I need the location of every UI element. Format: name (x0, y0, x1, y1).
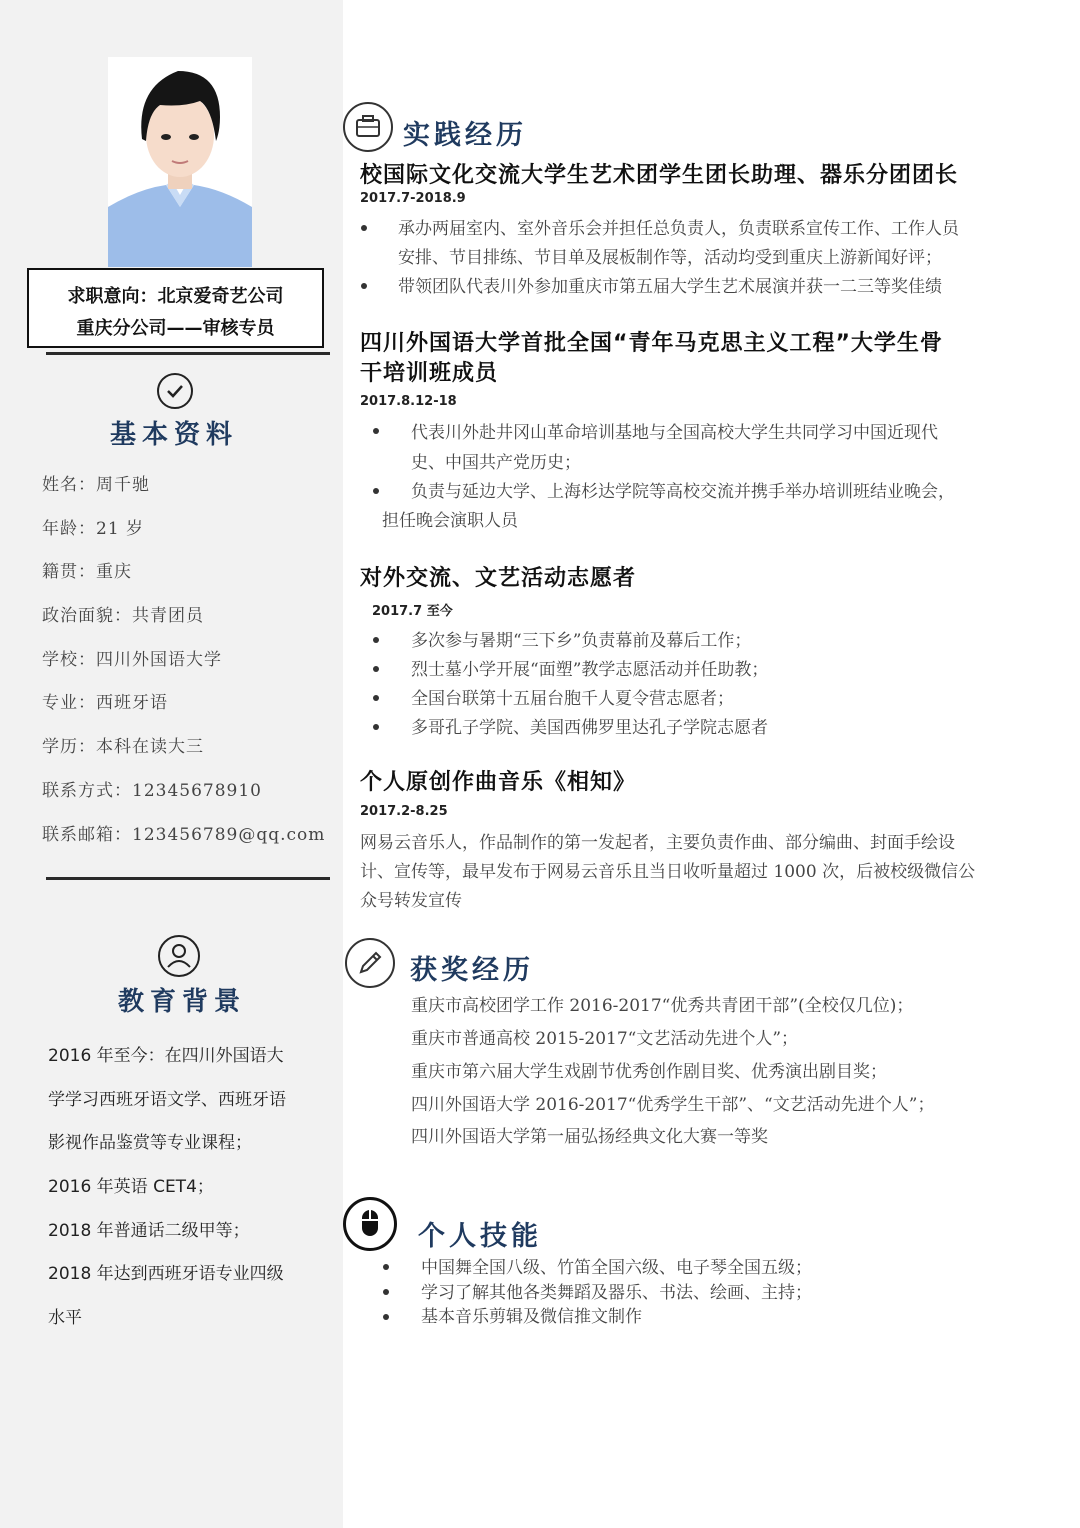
entry-date: 2017.8.12-18 (360, 394, 457, 409)
info-hometown: 籍贯：重庆 (42, 562, 132, 582)
entry-title: 干培训班成员 (360, 361, 499, 386)
check-circle-icon (157, 373, 193, 409)
education-line: 2016 年英语 CET4； (48, 1177, 214, 1197)
entry-title: 校国际文化交流大学生艺术团学生团长助理、器乐分团团长 (360, 163, 959, 188)
award-item: 四川外国语大学 2016-2017“优秀学生干部”、“文艺活动先进个人”； (411, 1095, 935, 1115)
bullet-dot (383, 1289, 389, 1295)
bullet-dot (361, 225, 367, 231)
entry-bullet: 担任晚会演职人员 (382, 511, 518, 531)
skill-item: 基本音乐剪辑及微信推文制作 (421, 1307, 642, 1327)
bullet-dot (383, 1314, 389, 1320)
skills-title: 个人技能 (418, 1221, 542, 1252)
info-email: 联系邮箱：123456789@qq.com (42, 825, 326, 845)
bullet-dot (373, 428, 379, 434)
profile-photo (108, 57, 252, 267)
info-school: 学校：四川外国语大学 (42, 650, 222, 670)
entry-bullet: 史、中国共产党历史； (411, 453, 581, 473)
info-phone: 联系方式：12345678910 (42, 781, 262, 801)
bullet-dot (373, 637, 379, 643)
info-name: 姓名：周千驰 (42, 475, 150, 495)
entry-date: 2017.2-8.25 (360, 804, 448, 819)
education-line: 水平 (48, 1308, 82, 1328)
bullet-dot (373, 488, 379, 494)
entry-paragraph: 计、宣传等，最早发布于网易云音乐且当日收听量超过 1000 次，后被校级微信公 (360, 862, 976, 882)
basic-info-title: 基本资料 (110, 420, 239, 450)
entry-paragraph: 网易云音乐人，作品制作的第一发起者，主要负责作曲、部分编曲、封面手绘设 (360, 833, 955, 853)
info-age: 年龄：21 岁 (42, 519, 145, 539)
award-item: 重庆市第六届大学生戏剧节优秀创作剧目奖、优秀演出剧目奖； (411, 1062, 887, 1082)
entry-bullet: 安排、节目排练、节目单及展板制作等，活动均受到重庆上游新闻好评； (398, 248, 942, 268)
entry-bullet: 带领团队代表川外参加重庆市第五届大学生艺术展演并获一二三等奖佳绩 (398, 277, 942, 297)
education-title: 教育背景 (118, 987, 247, 1017)
education-line: 2018 年普通话二级甲等； (48, 1221, 250, 1241)
education-line: 2016 年至今：在四川外国语大 (48, 1046, 284, 1066)
entry-date: 2017.7-2018.9 (360, 191, 466, 206)
award-item: 重庆市高校团学工作 2016-2017“优秀共青团干部”(全校仅几位)； (411, 996, 914, 1016)
entry-bullet: 烈士墓小学开展“面塑”教学志愿活动并任助教； (411, 660, 769, 680)
education-line: 2018 年达到西班牙语专业四级 (48, 1264, 284, 1284)
bullet-dot (373, 724, 379, 730)
entry-title: 个人原创作曲音乐《相知》 (360, 770, 637, 795)
entry-date: 2017.7 至今 (372, 604, 453, 619)
divider (46, 352, 330, 355)
skill-item: 中国舞全国八级、竹笛全国六级、电子琴全国五级； (421, 1258, 812, 1278)
award-item: 四川外国语大学第一届弘扬经典文化大赛一等奖 (411, 1127, 768, 1147)
info-degree: 学历：本科在读大三 (42, 737, 204, 757)
mouse-icon (343, 1197, 397, 1251)
divider (46, 877, 330, 880)
entry-bullet: 多次参与暑期“三下乡”负责幕前及幕后工作； (411, 631, 752, 651)
person-icon (158, 935, 200, 977)
entry-title: 四川外国语大学首批全国“青年马克思主义工程”大学生骨 (360, 331, 943, 356)
entry-bullet: 负责与延边大学、上海杉达学院等高校交流并携手举办培训班结业晚会， (411, 482, 955, 502)
practice-title: 实践经历 (403, 120, 527, 151)
bullet-dot (373, 695, 379, 701)
entry-title: 对外交流、文艺活动志愿者 (360, 566, 637, 591)
entry-bullet: 承办两届室内、室外音乐会并担任总负责人，负责联系宣传工作、工作人员 (398, 219, 959, 239)
bullet-dot (373, 666, 379, 672)
education-line: 影视作品鉴赏等专业课程； (48, 1133, 252, 1153)
info-politics: 政治面貌：共青团员 (42, 606, 204, 626)
entry-paragraph: 众号转发宣传 (360, 891, 462, 911)
award-item: 重庆市普通高校 2015-2017“文艺活动先进个人”； (411, 1029, 799, 1049)
briefcase-icon (343, 102, 393, 152)
entry-bullet: 多哥孔子学院、美国西佛罗里达孔子学院志愿者 (411, 718, 768, 738)
awards-title: 获奖经历 (410, 955, 534, 986)
bullet-dot (383, 1264, 389, 1270)
entry-bullet: 代表川外赴井冈山革命培训基地与全国高校大学生共同学习中国近现代 (411, 423, 938, 443)
education-line: 学学习西班牙语文学、西班牙语 (48, 1090, 286, 1110)
skill-item: 学习了解其他各类舞蹈及器乐、书法、绘画、主持； (421, 1283, 812, 1303)
info-major: 专业：西班牙语 (42, 693, 168, 713)
job-intent-box (27, 268, 324, 348)
job-intent-line1: 求职意向：北京爱奇艺公司 (67, 286, 284, 307)
job-intent-line2: 重庆分公司——审核专员 (76, 318, 275, 339)
bullet-dot (361, 283, 367, 289)
entry-bullet: 全国台联第十五届台胞千人夏令营志愿者； (411, 689, 734, 709)
pencil-icon (345, 938, 395, 988)
